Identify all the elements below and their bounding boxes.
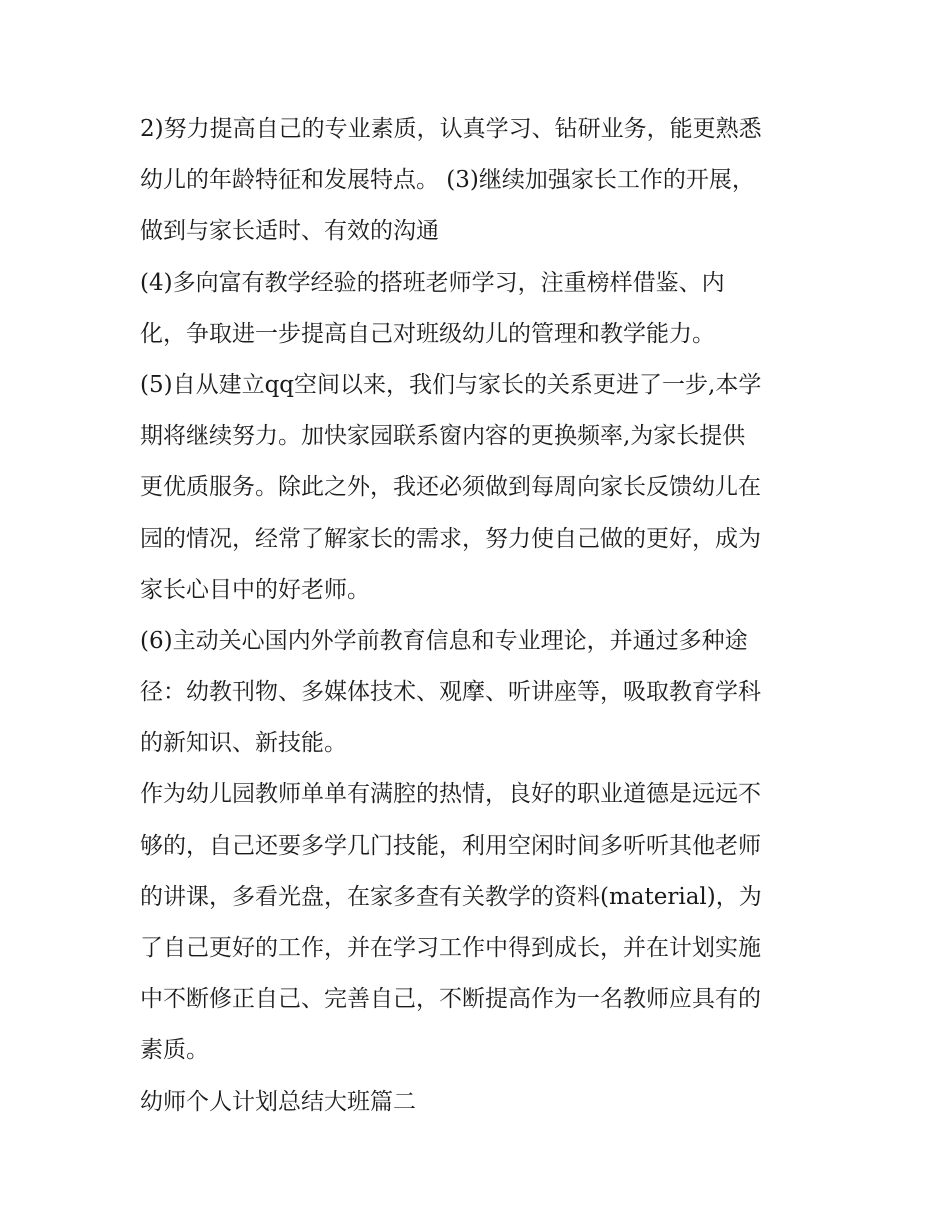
text-line: 的讲课，多看光盘，在家多查有关教学的资料(material)，为	[140, 883, 762, 910]
text-line: (6)主动关心国内外学前教育信息和专业理论，并通过多种途	[140, 627, 748, 654]
text-line: 幼儿的年龄特征和发展特点。 (3)继续加强家长工作的开展，	[140, 167, 755, 194]
text-line: 更优质服务。除此之外，我还必须做到每周向家长反馈幼儿在	[140, 474, 761, 501]
text-line: 期将继续努力。加快家园联系窗内容的更换频率,为家长提供	[140, 423, 746, 450]
text-line: 2)努力提高自己的专业素质，认真学习、钻研业务，能更熟悉	[140, 116, 762, 142]
text-line: 做到与家长适时、有效的沟通	[140, 218, 439, 245]
text-line: 化，争取进一步提高自己对班级幼儿的管理和教学能力。	[140, 320, 715, 347]
text-line: 径：幼教刊物、多媒体技术、观摩、听讲座等，吸取教育学科	[140, 679, 761, 706]
body-text	[140, 104, 820, 1128]
text-line: 作为幼儿园教师单单有满腔的热情，良好的职业道德是远远不	[140, 781, 761, 808]
text-line: 素质。	[140, 1037, 209, 1064]
text-line: (5)自从建立qq空间以来，我们与家长的关系更进了一步,本学	[140, 371, 762, 398]
text-line: 了自己更好的工作，并在学习工作中得到成长，并在计划实施	[140, 935, 761, 961]
text-line: 家长心目中的好老师。	[140, 576, 370, 603]
text-line: 够的，自己还要多学几门技能，利用空闲时间多听听其他老师	[140, 832, 761, 859]
text-line: (4)多向富有教学经验的搭班老师学习，注重榜样借鉴、内	[140, 269, 725, 296]
text-line: 园的情况，经常了解家长的需求，努力使自己做的更好，成为	[140, 525, 761, 552]
text-line: 中不断修正自己、完善自己，不断提高作为一名教师应具有的	[140, 986, 761, 1013]
section-heading: 幼师个人计划总结大班篇二	[140, 1088, 416, 1115]
text-line: 的新知识、新技能。	[140, 730, 347, 757]
